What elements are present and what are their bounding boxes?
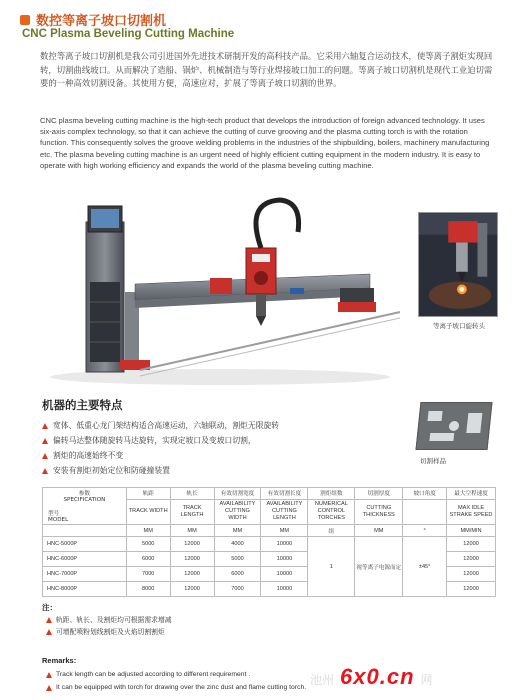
- intro-paragraph-zh: 数控等离子坡口切割机是我公司引进国外先进技术研制开发的高科技产品。它采用六轴复合运动技术，使等离子割炬实现回转，切割曲线坡口。从而解决了造船、锅炉、机械制造与等行业焊接坡口加工的问题。等离子坡口切割机是现代工业迫切需要的一种高效切割设备。其使用方便，高速应对，扩展了等离子坡口切割的世界。: [40, 51, 493, 88]
- col-header-en: CUTTING THICKNESS: [355, 499, 403, 524]
- triangle-bullet-icon: [46, 617, 52, 623]
- feature-item: 偏转马达整体随旋转马达旋转，实现定坡口及变坡口切割，: [42, 433, 279, 448]
- col-header-zh: 坡口角度: [403, 488, 447, 500]
- note-item: 可增配喷粉划线割炬及火焰切割割炬: [46, 626, 172, 638]
- col-unit: MM: [126, 525, 170, 537]
- features-list: [42, 418, 279, 478]
- unit-row-label: [43, 525, 127, 537]
- inset-caption: 等离子坡口旋转头: [433, 322, 485, 330]
- watermark-brand: 6x0.cn: [340, 664, 415, 689]
- table-corner: 参数 SPECIFICATION 型号 MODEL: [43, 488, 127, 525]
- remarks-title: Remarks:: [42, 656, 77, 665]
- col-unit: 组: [308, 525, 355, 537]
- model-cell: HNC-6000P: [43, 552, 127, 567]
- intro-paragraph-en: CNC plasma beveling cutting machine is the high-tech product that develops the introduction of foreign advanced technology. It uses six-axis complex technology, so that it can achieve the cutting of curve grooving and the plasma cutting torch is with the rotation function. This consequently solves the groove welding problems in the industries of the shipbuilding, boilers, machinery manufacturing etc. The plasma beveling cutting machine is an urgent need of highly efficient cutting equipment in the modern industry. It is easy to operate with high working efficiency and expands the world of the plasma beveling cutting machine.: [40, 116, 490, 170]
- sample-cutout: [429, 433, 454, 441]
- feature-item: 宽体、低重心龙门架结构适合高速运动，六轴联动，割炬无限旋转: [42, 418, 279, 433]
- thickness-cell: 视等离子电源而定: [355, 537, 403, 597]
- triangle-bullet-icon: [42, 453, 48, 459]
- spec-table: [42, 487, 496, 597]
- col-header-zh: 轨长: [170, 488, 214, 500]
- triangle-bullet-icon: [42, 438, 48, 444]
- sample-cutout: [466, 413, 482, 433]
- page-title-en: CNC Plasma Beveling Cutting Machine: [22, 28, 235, 40]
- col-header-en: NUMERICAL CONTROL TORCHES: [308, 499, 355, 524]
- triangle-bullet-icon: [46, 629, 52, 635]
- gantry-machine-image: [40, 192, 405, 387]
- col-unit: MM: [261, 525, 308, 537]
- table-row: HNC-6000P 6000 12000 5000 10000 12000: [43, 552, 496, 567]
- title-zh-block: [20, 10, 166, 29]
- col-unit: MM: [355, 525, 403, 537]
- col-header-en: MAX IDLE STRAKE SPEED: [447, 499, 496, 524]
- triangle-bullet-icon: [46, 685, 52, 691]
- col-header-en: AVAILABILITY CUTTING WIDTH: [214, 499, 261, 524]
- watermark-tail: 网: [420, 673, 433, 687]
- col-header-zh: 割炬组数: [308, 488, 355, 500]
- bevel-angle-cell: ±45°: [403, 537, 447, 597]
- watermark-city: 池州: [310, 673, 335, 687]
- feature-item: 安装有割炬初始定位和防碰撞装置: [42, 463, 279, 478]
- col-header-zh: 有效切割宽度: [214, 488, 261, 500]
- col-header-en: TRACK LENGTH: [170, 499, 214, 524]
- torches-cell: 1: [308, 537, 355, 597]
- title-bullet-icon: [20, 15, 30, 25]
- model-cell: HNC-7000P: [43, 567, 127, 582]
- bevel-head-inset-image: [418, 212, 498, 317]
- watermark: [310, 664, 433, 690]
- remarks-list: [46, 668, 306, 694]
- triangle-bullet-icon: [42, 423, 48, 429]
- col-unit: MM: [170, 525, 214, 537]
- sample-caption: 切割样品: [420, 457, 446, 465]
- triangle-bullet-icon: [46, 672, 52, 678]
- table-row: HNC-5000P 5000 12000 4000 10000 1 视等离子电源而定 ±45° 12000: [43, 537, 496, 552]
- page-title-zh: 数控等离子坡口切割机: [36, 14, 167, 29]
- features-title: 机器的主要特点: [42, 398, 123, 412]
- col-header-en: TRACK WIDTH: [126, 499, 170, 524]
- table-row: HNC-7000P 7000 12000 6000 10000 12000: [43, 567, 496, 582]
- model-cell: HNC-8000P: [43, 582, 127, 597]
- col-header-en: AVAILABILITY CUTTING LENGTH: [261, 499, 308, 524]
- col-header-zh: 有效切割长度: [261, 488, 308, 500]
- cutting-sample-image: [415, 402, 492, 450]
- col-header-en: [403, 499, 447, 524]
- col-unit: MM: [214, 525, 261, 537]
- col-header-zh: 切割厚度: [355, 488, 403, 500]
- remark-item: Track length can be adjusted according to different requirement .: [46, 668, 306, 681]
- col-unit: °: [403, 525, 447, 537]
- col-header-zh: 轨距: [126, 488, 170, 500]
- sample-cutout: [428, 411, 443, 421]
- triangle-bullet-icon: [42, 468, 48, 474]
- table-row: HNC-8000P 8000 12000 7000 10000 12000: [43, 582, 496, 597]
- model-cell: HNC-5000P: [43, 537, 127, 552]
- col-unit: MM/MIN: [447, 525, 496, 537]
- col-header-zh: 最大空程速度: [447, 488, 496, 500]
- remark-item: It can be equipped with torch for drawing over the zinc dust and flame cutting torch.: [46, 681, 306, 694]
- notes-title: 注：: [42, 603, 57, 612]
- sample-cutout: [448, 421, 459, 431]
- feature-item: 割炬的高速始终不变: [42, 448, 279, 463]
- note-item: 轨距、轨长、及割炬均可根据需求增减: [46, 614, 172, 626]
- notes-list: [46, 614, 172, 638]
